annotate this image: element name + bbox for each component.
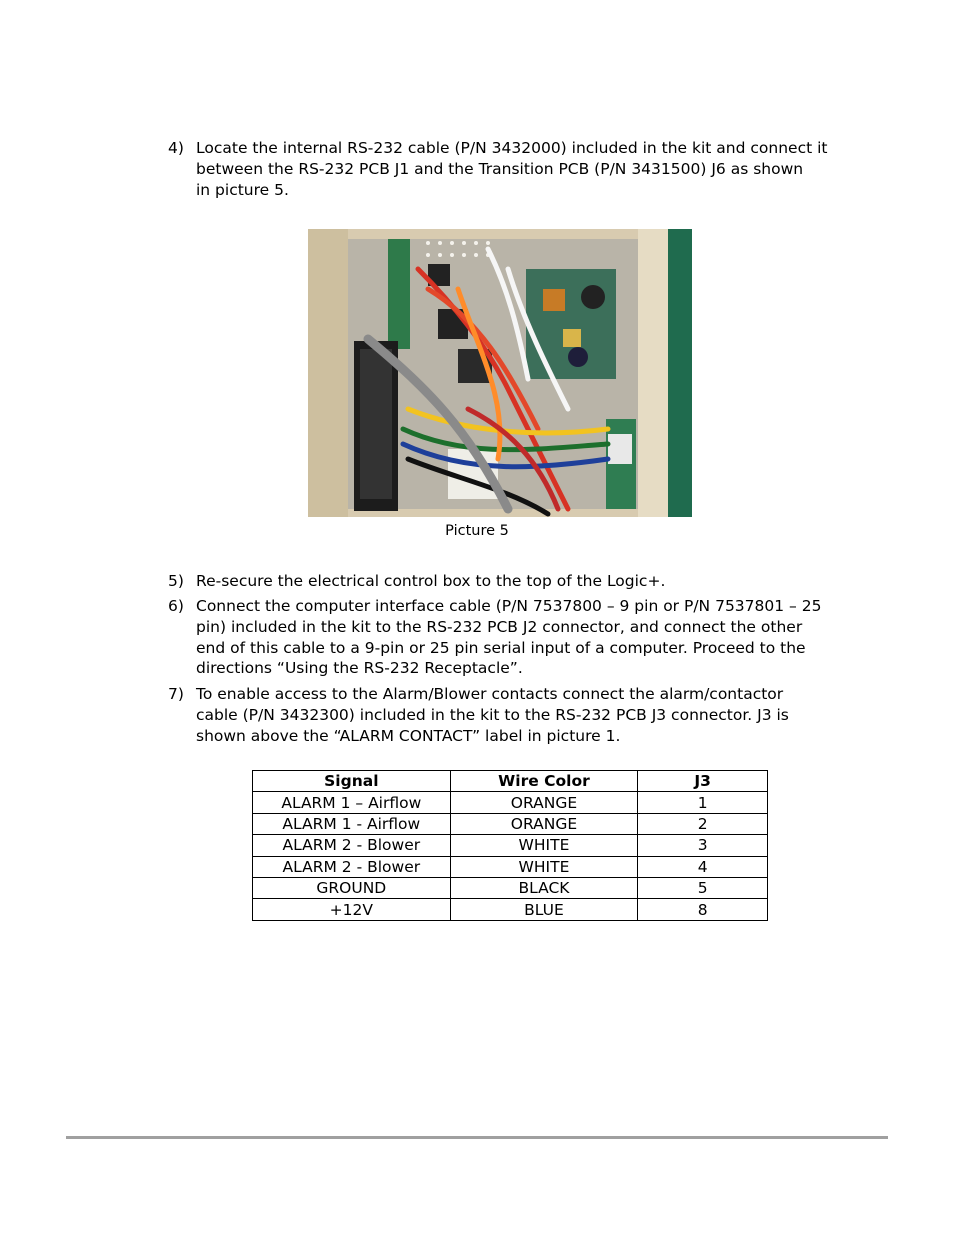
step-number: 7) [168,685,184,703]
table-header-row [253,771,768,792]
cell-wire-color: WHITE [450,835,638,856]
cell-wire-color: ORANGE [450,813,638,834]
cell-signal: ALARM 2 - Blower [253,856,451,877]
table-row [253,899,768,920]
figure-caption: Picture 5 [445,523,509,539]
cell-wire-color: ORANGE [450,792,638,813]
cell-j3: 8 [638,899,768,920]
table-row [253,835,768,856]
step-4 [168,138,828,200]
cell-signal: ALARM 1 – Airflow [253,792,451,813]
step-6 [168,596,828,679]
cell-j3: 1 [638,792,768,813]
step-text: Locate the internal RS-232 cable (P/N 3432000) included in the kit and connect it between the RS-232 PCB J1 and the Transition PCB (P/N 3431500) J6 as shown in picture 5. [196,139,828,199]
electrical-box-photo [308,229,692,517]
table-row [253,856,768,877]
cell-j3: 2 [638,813,768,834]
step-5 [168,571,828,592]
cell-j3: 3 [638,835,768,856]
cell-wire-color: WHITE [450,856,638,877]
step-text: To enable access to the Alarm/Blower contacts connect the alarm/contactor cable (P/N 3432300) included in the kit to the RS-232 PCB J3 connector. J3 is shown above the “ALARM CONTACT” label in picture 1. [196,685,789,745]
wire-color-table [252,770,768,921]
cell-signal: ALARM 1 - Airflow [253,813,451,834]
photo-illustration [308,229,692,517]
step-number: 6) [168,597,184,615]
step-7 [168,684,828,746]
table-row [253,813,768,834]
footer-divider [66,1136,888,1139]
step-text: Connect the computer interface cable (P/N 7537800 – 9 pin or P/N 7537801 – 25 pin) included in the kit to the RS-232 PCB J2 connector, and connect the other end of this cable to a 9-pin or 25 pin serial input of a computer. Proceed to the directions “Using the RS-232 Receptacle”. [196,597,822,678]
cell-j3: 5 [638,877,768,898]
cell-signal: GROUND [253,877,451,898]
cell-wire-color: BLACK [450,877,638,898]
step-text: Re-secure the electrical control box to the top of the Logic+. [196,572,666,590]
cell-signal: ALARM 2 - Blower [253,835,451,856]
table-row [253,792,768,813]
cell-signal: +12V [253,899,451,920]
step-number: 5) [168,572,184,590]
table-row [253,877,768,898]
header-signal: Signal [253,771,451,792]
step-number: 4) [168,139,184,157]
cell-j3: 4 [638,856,768,877]
header-wire-color: Wire Color [450,771,638,792]
header-j3: J3 [638,771,768,792]
cell-wire-color: BLUE [450,899,638,920]
